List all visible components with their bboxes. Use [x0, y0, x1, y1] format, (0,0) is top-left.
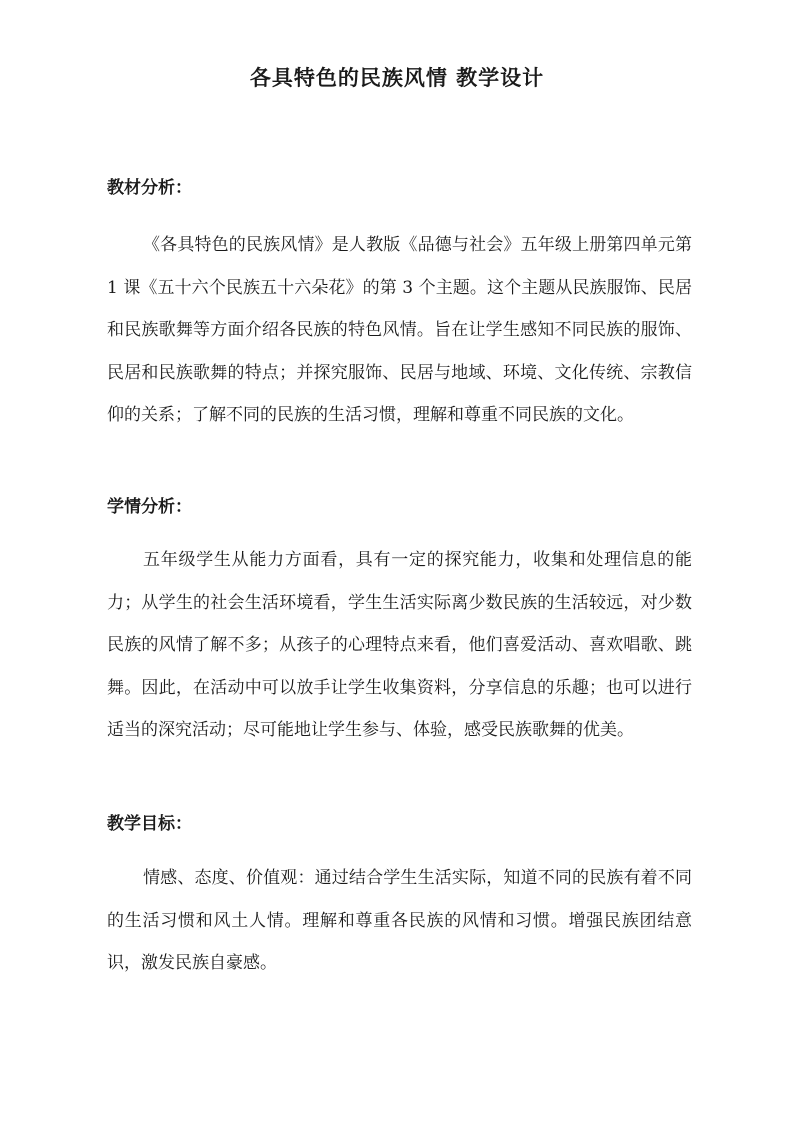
section-heading-textbook-analysis: 教材分析：: [107, 178, 192, 198]
section-heading-student-analysis: 学情分析：: [107, 497, 192, 517]
section-heading-teaching-objectives: 教学目标：: [107, 814, 192, 834]
section-body-textbook-analysis: 《各具特色的民族风情》是人教版《品德与社会》五年级上册第四单元第 1 课《五十六个民族五十六朵花》的第 3 个主题。这个主题从民族服饰、民居和民族歌舞等方面介绍各民族的特色风情。旨在让学生感知不同民族的服饰、民居和民族歌舞的特点；并探究服饰、民居与地域、环境、文化传统、宗教信仰的关系；了解不同的民族的生活习惯，理解和尊重不同民族的文化。: [107, 235, 692, 426]
section-body-teaching-objectives: 情感、态度、价值观：通过结合学生生活实际，知道不同的民族有着不同的生活习惯和风土人情。理解和尊重各民族的风情和习惯。增强民族团结意识，激发民族自豪感。: [107, 868, 692, 974]
section-body-student-analysis: 五年级学生从能力方面看，具有一定的探究能力，收集和处理信息的能力；从学生的社会生活环境看，学生生活实际离少数民族的生活较远，对少数民族的风情了解不多；从孩子的心理特点来看，他们喜爱活动、喜欢唱歌、跳舞。因此，在活动中可以放手让学生收集资料，分享信息的乐趣；也可以进行适当的深究活动；尽可能地让学生参与、体验，感受民族歌舞的优美。: [107, 550, 692, 741]
document-title: 各具特色的民族风情 教学设计: [249, 65, 545, 90]
